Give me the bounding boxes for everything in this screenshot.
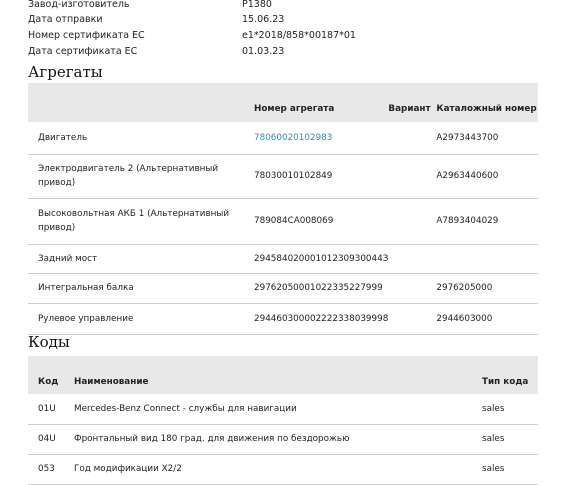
aggregate-number: 29762050001022335227999 (254, 283, 383, 293)
code-type: sales (482, 403, 505, 414)
info-row-cert-date (28, 44, 548, 60)
table-row (28, 424, 538, 454)
aggregate-name: Высоковольтная АКБ 1 (Альтернативный привод) (38, 209, 230, 233)
table-row (28, 154, 538, 198)
aggregate-catalog: A7893404029 (436, 216, 499, 226)
codes-heading: Коды (28, 333, 70, 351)
info-key: Дата сертификата ЕС (28, 46, 138, 57)
table-row (28, 273, 538, 303)
info-value: 01.03.23 (242, 46, 285, 57)
col-header-code-type: Тип кода (482, 377, 529, 387)
aggregate-number: 789084CA008069 (254, 216, 334, 226)
aggregates-heading: Агрегаты (28, 63, 103, 81)
vehicle-info (28, 0, 548, 60)
aggregate-number: 294460300002222338039998 (254, 313, 389, 324)
aggregate-variant (388, 122, 436, 154)
info-value: P1380 (242, 0, 272, 10)
table-row (28, 303, 538, 334)
info-row-cert-number (28, 28, 548, 44)
table-row (28, 394, 538, 424)
aggregate-catalog: A2963440600 (436, 171, 499, 181)
table-row (28, 244, 538, 273)
code-type: sales (482, 464, 505, 474)
aggregate-number: 78030010102849 (254, 171, 333, 181)
info-row-factory (28, 0, 548, 12)
table-row (28, 198, 538, 244)
aggregates-header-row (28, 83, 538, 122)
aggregate-variant (388, 154, 436, 198)
info-value: e1*2018/858*00187*01 (242, 30, 356, 41)
aggregate-catalog: 2976205000 (436, 283, 493, 293)
info-key: Дата отправки (28, 14, 103, 25)
aggregate-name: Двигатель (38, 132, 88, 143)
aggregate-variant (388, 273, 436, 303)
code-type: sales (482, 434, 505, 444)
aggregate-variant (388, 303, 436, 334)
aggregate-variant (388, 198, 436, 244)
table-row (28, 122, 538, 154)
info-key: Номер сертификата ЕС (28, 30, 145, 41)
code-description: Фронтальный вид 180 град. для движения по бездорожью (74, 434, 350, 444)
code-description: Mercedes-Benz Connect - службы для навигации (74, 403, 297, 414)
info-key: Завод-изготовитель (28, 0, 130, 10)
col-header-name (28, 83, 254, 122)
aggregate-variant (388, 244, 436, 273)
aggregate-name: Задний мост (38, 253, 98, 264)
col-header-description: Наименование (74, 377, 149, 387)
col-header-code: Код (38, 377, 59, 387)
code-value: 053 (38, 464, 55, 474)
aggregate-number-link[interactable]: 78060020102983 (254, 132, 333, 143)
codes-header-row (28, 356, 538, 394)
info-row-ship-date (28, 12, 548, 28)
aggregate-name: Интегральная балка (38, 283, 134, 293)
col-header-variant: Вариант (388, 104, 431, 114)
aggregate-catalog: 2944603000 (436, 313, 493, 324)
aggregate-number: 29458402000101230930044З (254, 253, 389, 264)
info-value: 15.06.23 (242, 14, 285, 25)
aggregate-name: Рулевое управление (38, 313, 134, 324)
aggregate-catalog: A2973443700 (436, 132, 499, 143)
aggregate-name: Электродвигатель 2 (Альтернативный привод) (38, 164, 219, 188)
aggregate-catalog (436, 244, 538, 273)
aggregates-table (28, 83, 538, 335)
code-value: 04U (38, 434, 56, 444)
code-description: Год модификации X2/2 (74, 464, 182, 474)
col-header-catalog: Каталожный номер (436, 104, 537, 114)
col-header-number: Номер агрегата (254, 104, 335, 114)
codes-table (28, 356, 538, 485)
code-value: 01U (38, 403, 56, 414)
